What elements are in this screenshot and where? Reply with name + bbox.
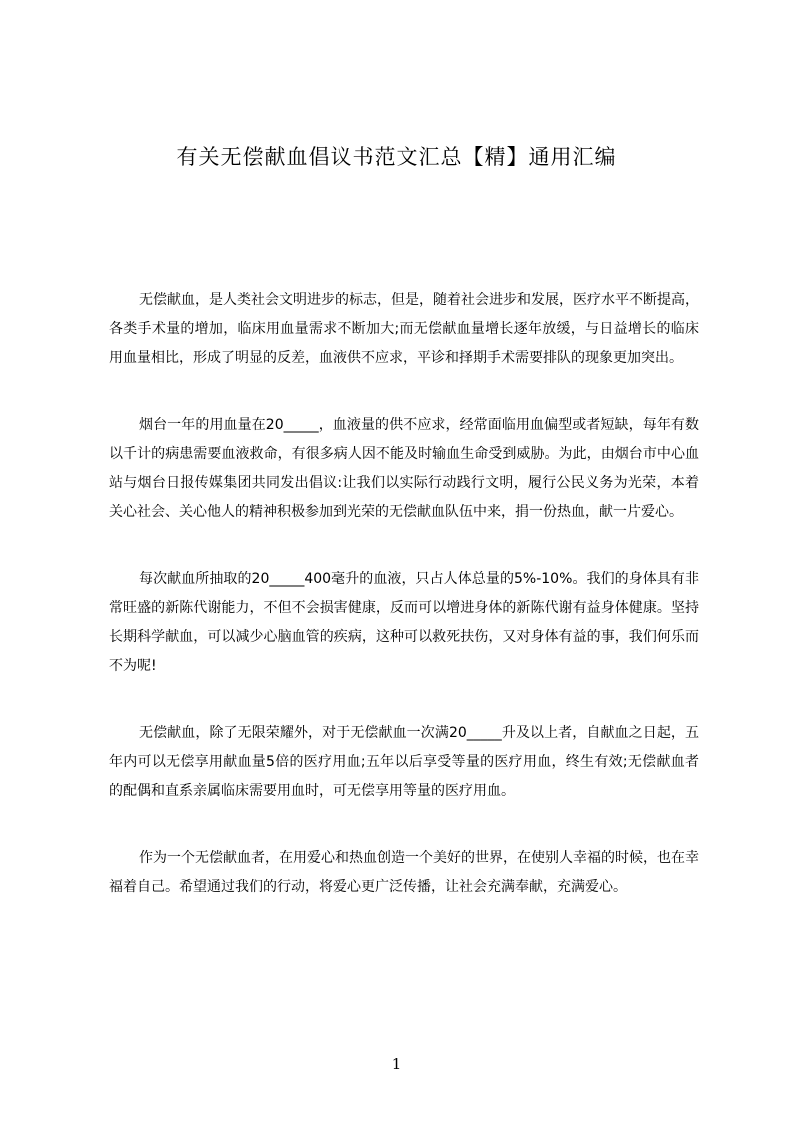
document-title: 有关无偿献血倡议书范文汇总【精】通用汇编 [176, 145, 617, 169]
paragraph-2: 烟台一年的用血量在20_____，血液量的供不应求，经常面临用血偏型或者短缺，每年有数以千计的病患需要血液救命，有很多病人因不能及时输血生命受到威胁。为此，由烟台市中心血站与烟台日报传媒集团共同发出倡议:让我们以实际行动践行文明，履行公民义务为光荣，本着关心社会、关心他人的精神积极参加到光荣的无偿献血队伍中来，捐一份热血，献一片爱心。 [109, 417, 699, 520]
paragraph-5: 作为一个无偿献血者，在用爱心和热血创造一个美好的世界，在使别人幸福的时候，也在幸福着自己。希望通过我们的行动，将爱心更广泛传播，让社会充满奉献，充满爱心。 [109, 850, 699, 895]
paragraph-3: 每次献血所抽取的20_____400毫升的血液，只占人体总量的5%-10%。我们的身体具有非常旺盛的新陈代谢能力，不但不会损害健康，反而可以增进身体的新陈代谢有益身体健康。坚持长期科学献血，可以减少心脑血管的疾病，这种可以救死扶伤，又对身体有益的事，我们何乐而不为呢! [109, 571, 699, 674]
paragraph-1: 无偿献血，是人类社会文明进步的标志，但是，随着社会进步和发展，医疗水平不断提高，各类手术量的增加，临床用血量需求不断加大;而无偿献血量增长逐年放缓，与日益增长的临床用血量相比，形成了明显的反差，血液供不应求，平诊和择期手术需要排队的现象更加突出。 [109, 292, 699, 366]
document-body [109, 286, 699, 940]
paragraph-4: 无偿献血，除了无限荣耀外，对于无偿献血一次满20_____升及以上者，自献血之日起，五年内可以无偿享用献血量5倍的医疗用血;五年以后享受等量的医疗用血，终生有效;无偿献血者的配偶和直系亲属临床需要用血时，可无偿享用等量的医疗用血。 [109, 725, 699, 799]
page-number: 1 [391, 1055, 402, 1073]
